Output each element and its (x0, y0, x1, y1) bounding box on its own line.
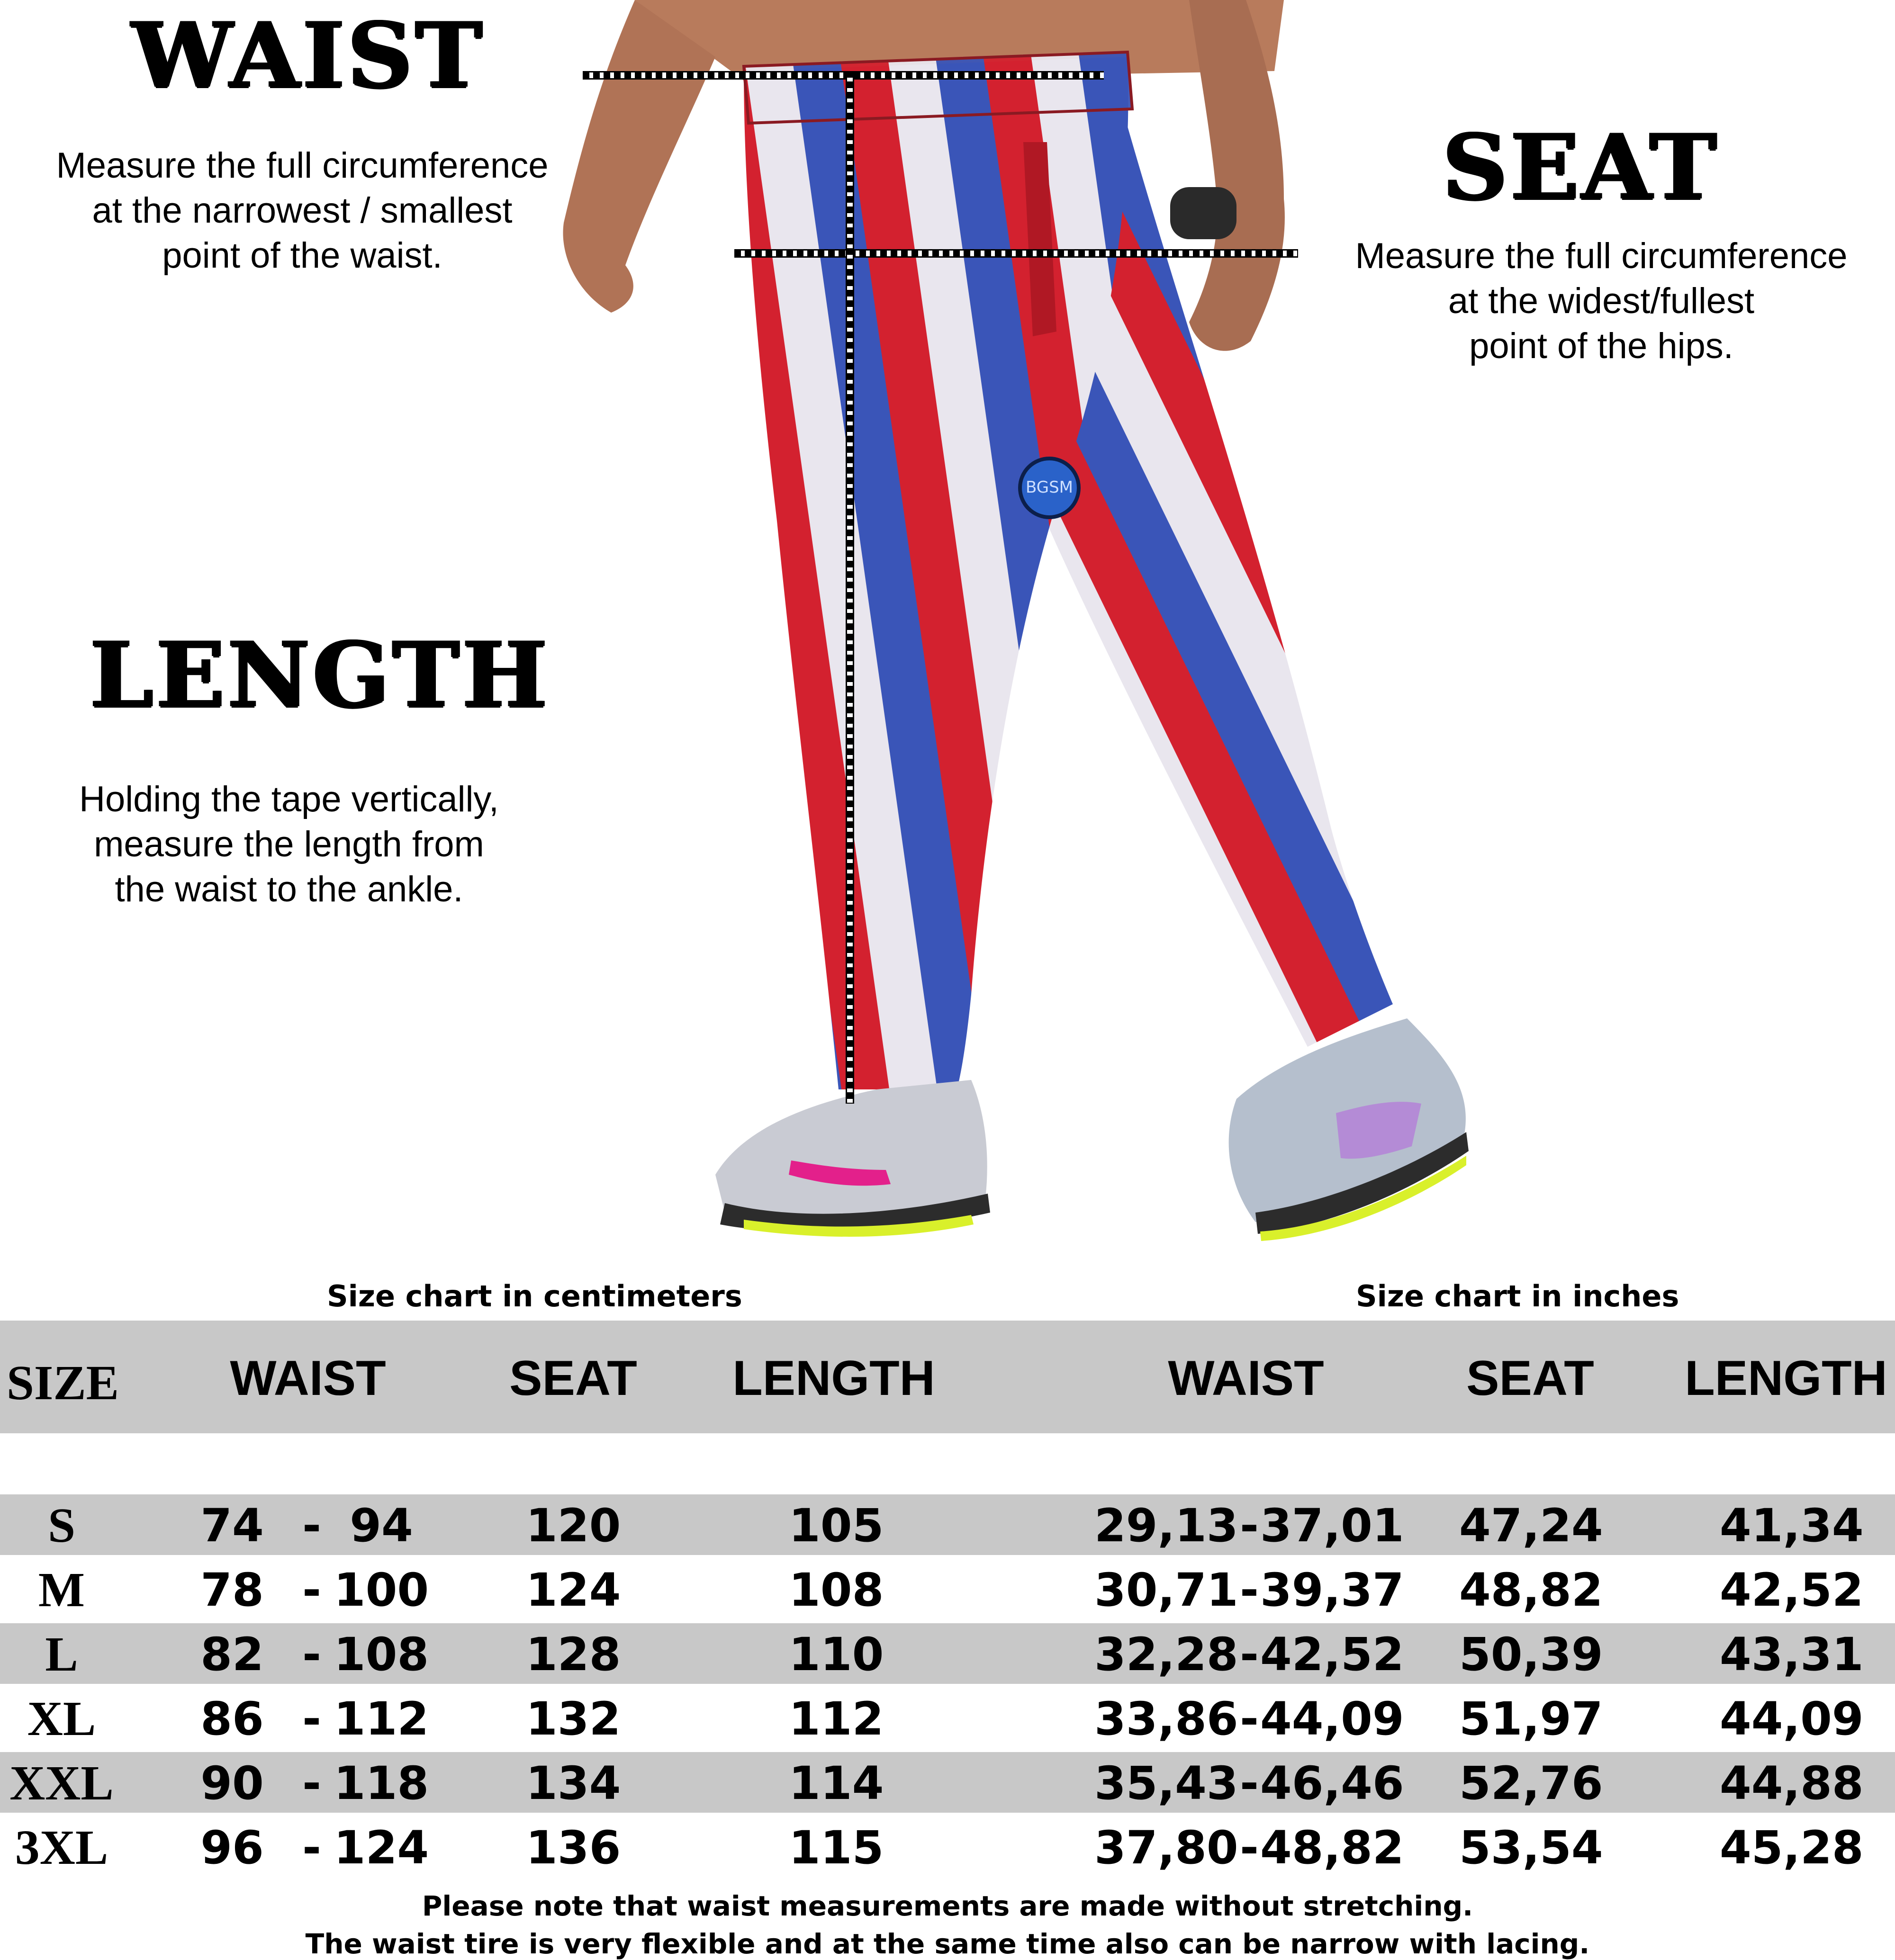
inch-table-caption: Size chart in inches (1356, 1279, 1679, 1313)
size-cell: S (48, 1498, 75, 1553)
in-seat-cell: 53,54 (1459, 1821, 1603, 1874)
length-description-line: Holding the tape vertically, (79, 779, 499, 819)
header-cm-waist: WAIST (230, 1351, 386, 1406)
in-seat-cell: 47,24 (1459, 1499, 1603, 1552)
in-length-cell: 43,31 (1720, 1628, 1864, 1681)
in-length-cell: 41,34 (1720, 1499, 1864, 1552)
waist-description-line: at the narrowest / smallest (92, 190, 513, 231)
cm-waist-min-cell: 86 (200, 1692, 264, 1745)
in-waist-dash: - (1240, 1499, 1259, 1552)
back-shoe (1229, 1018, 1469, 1241)
in-waist-dash: - (1240, 1757, 1259, 1810)
cm-waist-min-cell: 82 (200, 1628, 264, 1681)
header-cm-length: LENGTH (732, 1351, 935, 1406)
cm-waist-max-cell: 124 (334, 1821, 429, 1874)
seat-description-line: at the widest/fullest (1448, 281, 1755, 321)
seat-measure-line (734, 249, 1298, 258)
cm-waist-dash: - (302, 1757, 321, 1810)
in-length-cell: 44,09 (1720, 1692, 1864, 1745)
in-waist-min-cell: 33,86 (1094, 1692, 1238, 1745)
cm-waist-min-cell: 74 (200, 1499, 264, 1552)
in-waist-min-cell: 37,80 (1094, 1821, 1238, 1874)
cm-waist-max-cell: 94 (350, 1499, 413, 1552)
cm-length-cell: 105 (789, 1499, 884, 1552)
cm-seat-cell: 128 (526, 1628, 621, 1681)
waist-description-line: point of the waist. (162, 235, 442, 276)
in-waist-max-cell: 39,37 (1260, 1564, 1404, 1617)
cm-length-cell: 114 (789, 1757, 884, 1810)
cm-seat-cell: 134 (526, 1757, 621, 1810)
cm-waist-min-cell: 78 (200, 1564, 264, 1617)
waist-measure-line (583, 71, 1104, 80)
header-in-seat: SEAT (1466, 1351, 1594, 1406)
cm-seat-cell: 120 (526, 1499, 621, 1552)
in-waist-dash: - (1240, 1692, 1259, 1745)
in-waist-min-cell: 32,28 (1094, 1628, 1238, 1681)
table-row-band (0, 1752, 1895, 1813)
in-seat-cell: 52,76 (1459, 1757, 1603, 1810)
waist-description-line: Measure the full circumference (56, 145, 549, 186)
note-line: The waist tire is very flexible and at the same time also can be narrow with lacing. (305, 1928, 1590, 1960)
size-cell: M (38, 1563, 85, 1617)
header-cm-seat: SEAT (509, 1351, 637, 1406)
in-length-cell: 44,88 (1720, 1757, 1864, 1810)
length-description-line: the waist to the ankle. (115, 869, 463, 909)
header-in-length: LENGTH (1685, 1351, 1887, 1406)
length-measure-line (846, 71, 854, 1104)
cm-waist-max-cell: 112 (334, 1692, 429, 1745)
length-description (0, 777, 578, 912)
cm-length-cell: 110 (789, 1628, 884, 1681)
left-arm (563, 0, 715, 313)
size-cell: XL (27, 1691, 96, 1746)
table-row-band (0, 1494, 1895, 1555)
cm-waist-min-cell: 96 (200, 1821, 264, 1874)
in-seat-cell: 48,82 (1459, 1564, 1603, 1617)
cm-seat-cell: 124 (526, 1564, 621, 1617)
cm-table-caption: Size chart in centimeters (327, 1279, 742, 1313)
cm-waist-min-cell: 90 (200, 1757, 264, 1810)
logo-patch (1020, 459, 1079, 517)
in-waist-min-cell: 29,13 (1094, 1499, 1238, 1552)
header-size: SIZE (7, 1356, 119, 1410)
in-waist-dash: - (1240, 1628, 1259, 1681)
in-length-cell: 45,28 (1720, 1821, 1864, 1874)
cm-waist-max-cell: 108 (334, 1628, 429, 1681)
product-photo (545, 0, 1469, 1279)
size-cell: 3XL (15, 1820, 108, 1875)
note-line: Please note that waist measurements are made without stretching. (422, 1890, 1473, 1922)
cm-waist-dash: - (302, 1564, 321, 1617)
seat-heading: SEAT (1443, 114, 1720, 220)
in-waist-max-cell: 48,82 (1260, 1821, 1404, 1874)
in-waist-dash: - (1240, 1564, 1259, 1617)
cm-seat-cell: 136 (526, 1821, 621, 1874)
in-waist-max-cell: 37,01 (1260, 1499, 1404, 1552)
in-seat-cell: 50,39 (1459, 1628, 1603, 1681)
in-waist-min-cell: 30,71 (1094, 1564, 1238, 1617)
cm-length-cell: 115 (789, 1821, 884, 1874)
cm-waist-dash: - (302, 1692, 321, 1745)
cm-waist-max-cell: 100 (334, 1564, 429, 1617)
size-cell: L (45, 1627, 78, 1681)
header-in-waist: WAIST (1168, 1351, 1324, 1406)
in-length-cell: 42,52 (1720, 1564, 1864, 1617)
waist-description (13, 143, 591, 278)
size-cell: XXL (9, 1756, 114, 1810)
table-row-band (0, 1623, 1895, 1684)
in-seat-cell: 51,97 (1459, 1692, 1603, 1745)
cm-waist-max-cell: 118 (334, 1757, 429, 1810)
in-waist-max-cell: 42,52 (1260, 1628, 1404, 1681)
cm-waist-dash: - (302, 1821, 321, 1874)
cm-seat-cell: 132 (526, 1692, 621, 1745)
cm-length-cell: 108 (789, 1564, 884, 1617)
in-waist-min-cell: 35,43 (1094, 1757, 1238, 1810)
watch (1170, 187, 1236, 239)
in-waist-max-cell: 44,09 (1260, 1692, 1404, 1745)
in-waist-max-cell: 46,46 (1260, 1757, 1404, 1810)
cm-waist-dash: - (302, 1499, 321, 1552)
waist-heading: WAIST (132, 2, 486, 108)
cm-length-cell: 112 (789, 1692, 884, 1745)
in-waist-dash: - (1240, 1821, 1259, 1874)
seat-description-line: point of the hips. (1469, 326, 1733, 366)
length-heading: LENGTH (90, 622, 550, 728)
length-description-line: measure the length from (94, 824, 484, 864)
seat-description-line: Measure the full circumference (1355, 236, 1848, 276)
cm-waist-dash: - (302, 1628, 321, 1681)
logo-patch-text: BGSM (1026, 478, 1073, 497)
